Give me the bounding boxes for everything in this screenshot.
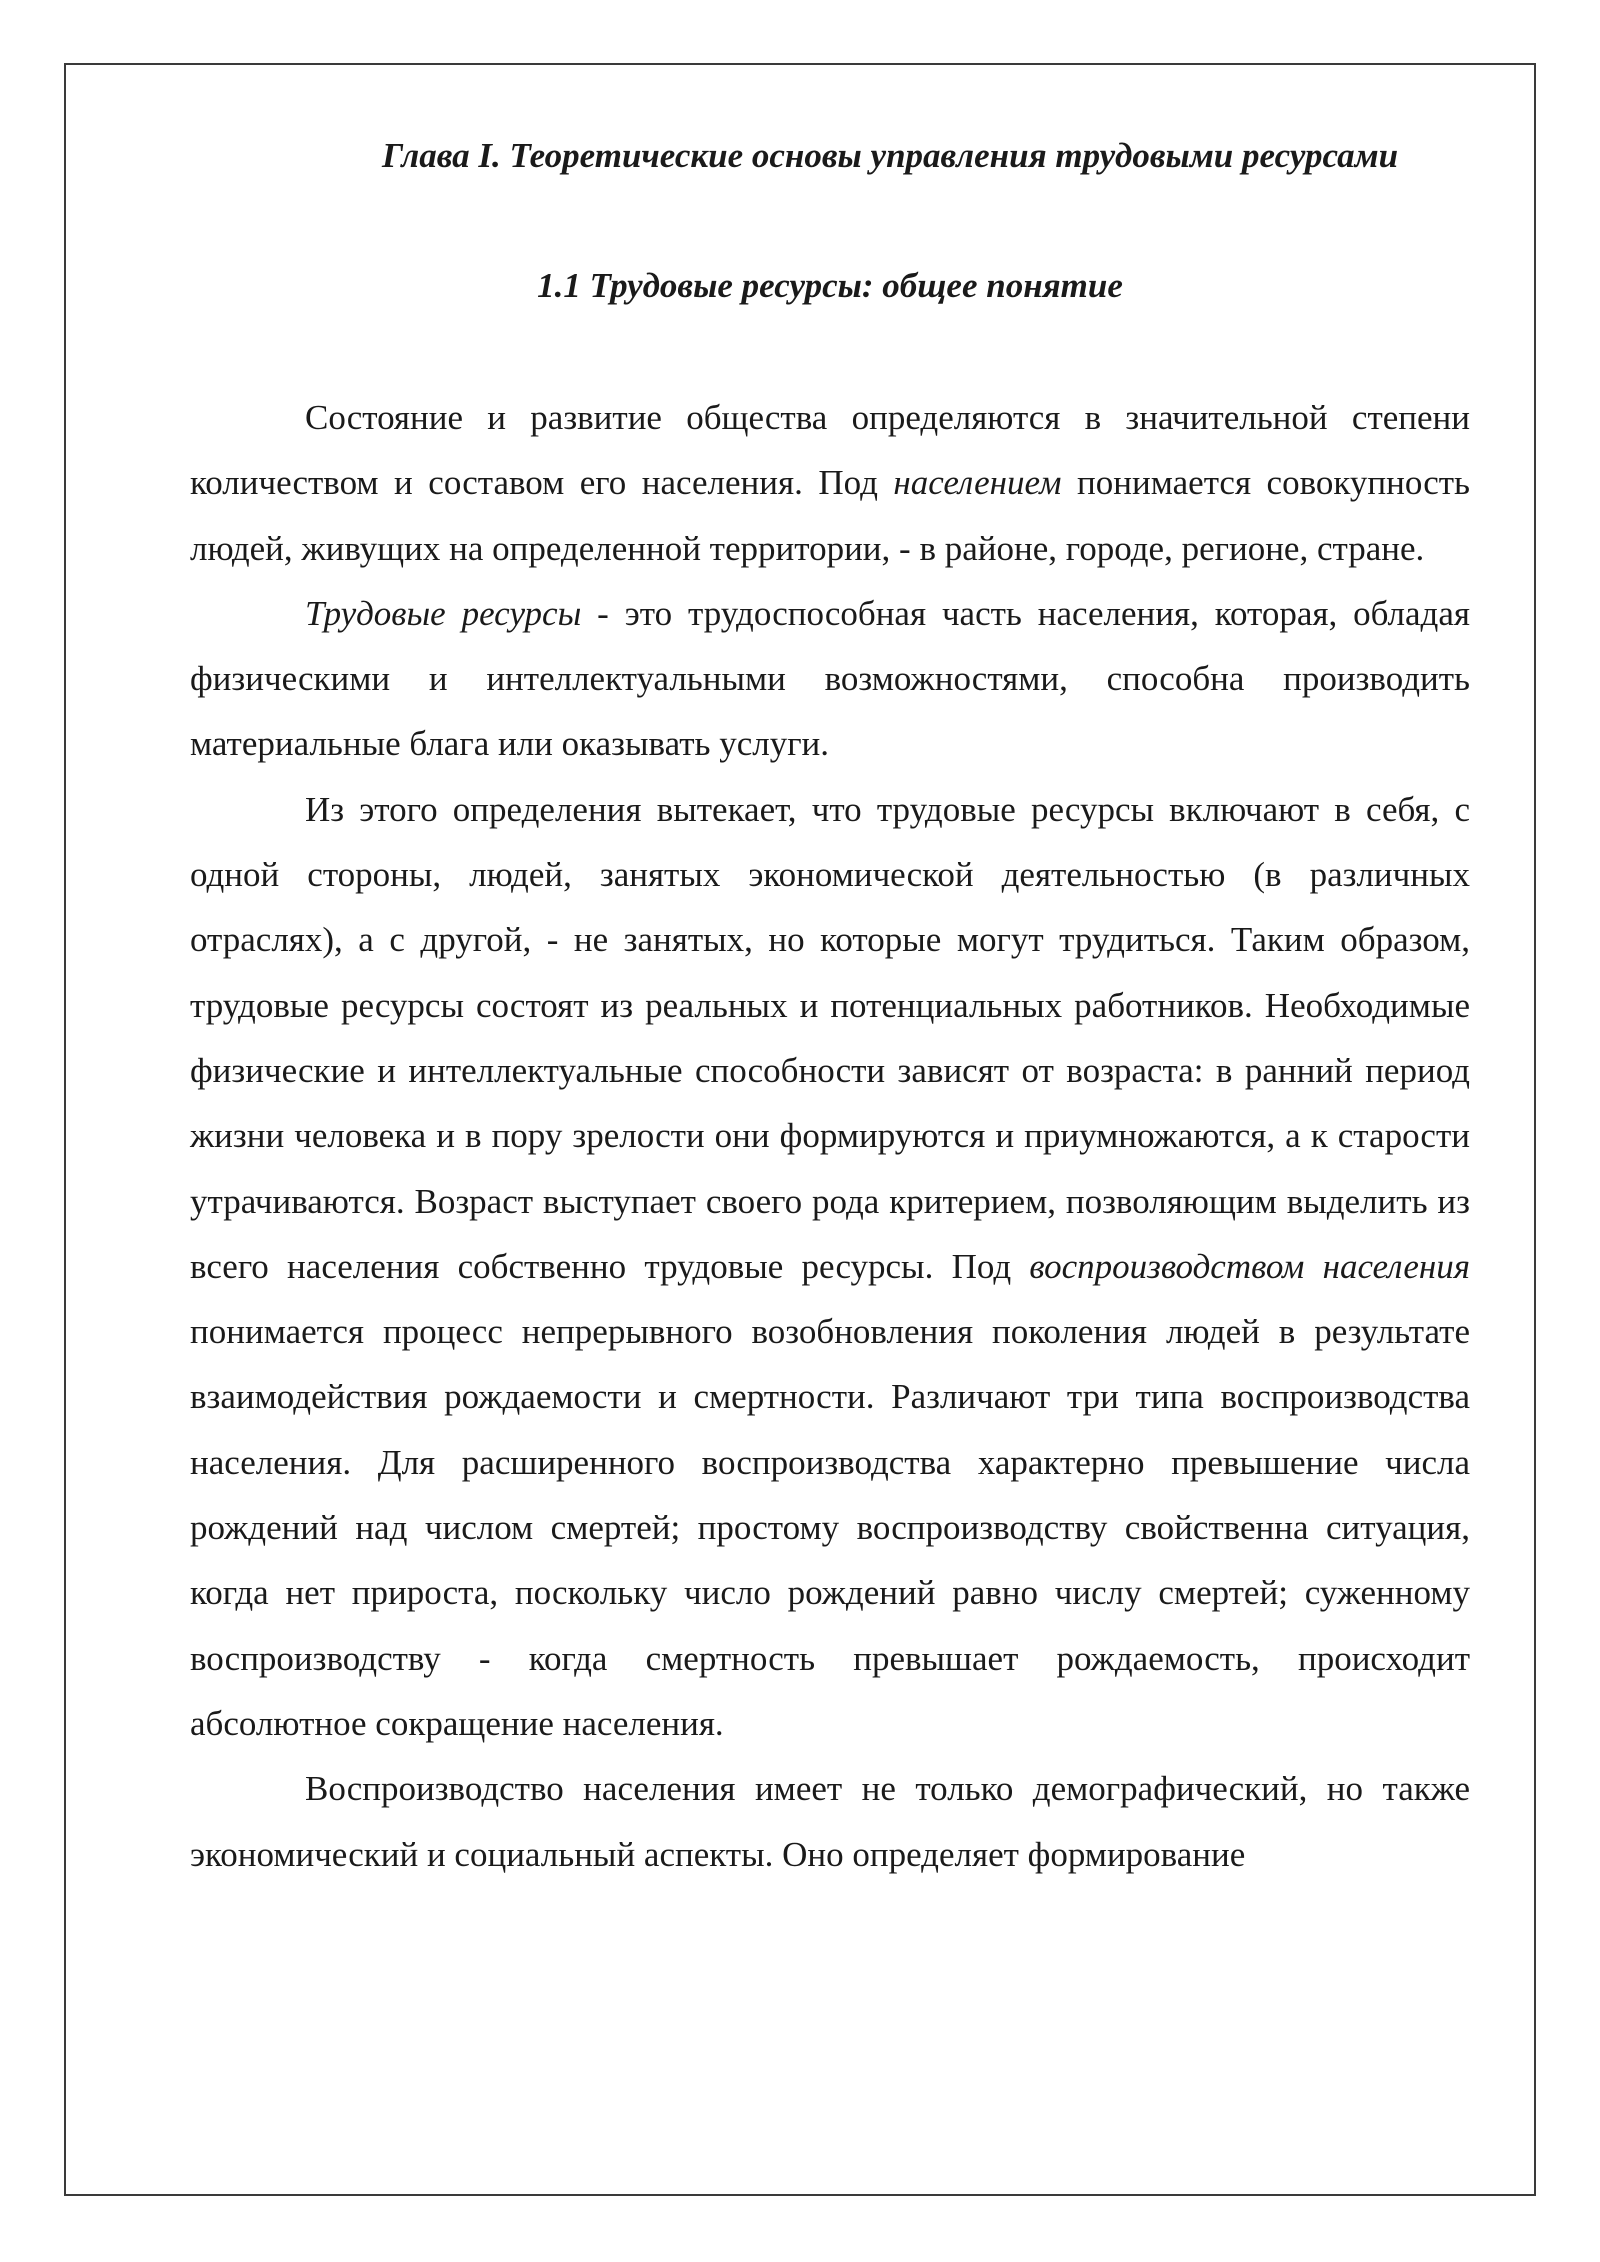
paragraph-definition xyxy=(190,777,1470,1756)
term-reproduction: воспроизводством населения xyxy=(1029,1246,1470,1286)
body-text xyxy=(190,385,1470,1887)
paragraph-text: Из этого определения вытекает, что трудовые ресурсы включают в себя, с одной стороны, людей, занятых экономической деятельностью (в различных отраслях), а с другой, - не занятых, но которые могут трудиться. Таким образом, трудовые ресурсы состоят из реальных и потенциальных работников. Необходимые физические и интеллектуальные способности зависят от возраста: в ранний период жизни человека и в пору зрелости они формируются и приумножаются, а к старости утрачиваются. Возраст выступает своего рода критерием, позволяющим выделить из всего населения собственно трудовые ресурсы. Под xyxy=(190,789,1470,1286)
paragraph-text: Состояние и развитие общества определяются в значительной степени количеством и составом его населения. Под xyxy=(190,398,1470,503)
section-title: 1.1 Трудовые ресурсы: общее понятие xyxy=(537,266,1123,305)
term-labor-resources: Трудовые ресурсы xyxy=(305,593,582,633)
chapter-title: Глава I. Теоретические основы управления трудовыми ресурсами xyxy=(381,136,1399,175)
paragraph-reproduction-aspects xyxy=(190,1756,1470,1887)
paragraph-population xyxy=(190,385,1470,581)
paragraph-text: понимается процесс непрерывного возобновления поколения людей в результате взаимодействия рождаемости и смертности. Различают три типа воспроизводства населения. Для расширенного воспроизводства характерно превышение числа рождений над числом смертей; простому воспроизводству свойственна ситуация, когда нет прироста, поскольку число рождений равно числу смертей; суженному воспроизводству - когда смертность превышает рождаемость, происходит абсолютное сокращение населения. xyxy=(190,1312,1470,1743)
paragraph-text: - это трудоспособная часть населения, которая, обладая физическими и интеллектуальными возможностями, способна производить материальные блага или оказывать услуги. xyxy=(190,593,1470,764)
paragraph-text: Воспроизводство населения имеет не только демографический, но также экономический и социальный аспекты. Оно определяет формирование xyxy=(190,1769,1470,1874)
term-population: населением xyxy=(893,463,1062,503)
paragraph-labor-resources xyxy=(190,581,1470,777)
paragraph-text: понимается совокупность людей, живущих на определенной территории, - в районе, городе, регионе, стране. xyxy=(190,463,1470,568)
